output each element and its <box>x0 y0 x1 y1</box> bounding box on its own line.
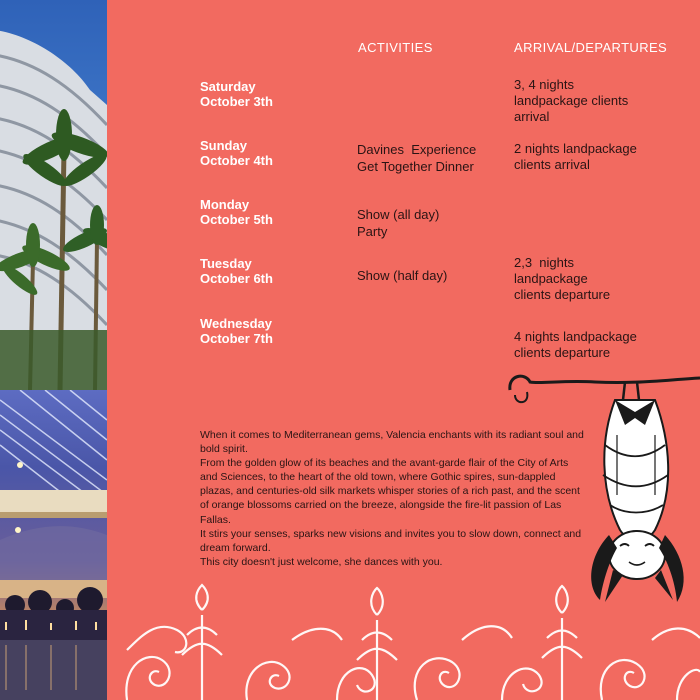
schedule-day <box>200 138 273 168</box>
description-paragraph: From the golden glow of its beaches and the avant-garde flair of the City of Arts and Sciences, to the heart of the old town, where Gothic spires, sun-dappled plazas, and centuries-old silk markets whisper stories of a rich past, and the scent of orange blossoms carried on the breeze, alongside the fire-lit passion of Las Fallas. <box>200 457 580 526</box>
day-name: Saturday <box>200 79 256 94</box>
day-date: October 5th <box>200 212 273 227</box>
arrival-note <box>514 141 674 173</box>
day-name: Wednesday <box>200 316 273 331</box>
day-name: Tuesday <box>200 256 252 271</box>
activity-item: Davines Experience <box>357 142 477 157</box>
description-paragraph: When it comes to Mediterranean gems, Valencia enchants with its radiant soul and bold spirit. <box>200 429 584 456</box>
activity-list <box>357 267 447 284</box>
schedule-day <box>200 197 273 227</box>
description-paragraph: It stirs your senses, sparks new visions and invites you to slow down, connect and dream forward. <box>200 527 582 554</box>
day-date: October 4th <box>200 153 273 168</box>
arrival-line: clients departure <box>514 345 611 360</box>
day-name: Monday <box>200 197 250 212</box>
valencia-photo <box>0 0 107 700</box>
activity-list <box>357 206 439 240</box>
activity-item: Show (all day) <box>357 207 440 222</box>
arrival-line: clients arrival <box>514 157 590 172</box>
hanging-bat-illustration <box>505 370 700 610</box>
ornament-border <box>107 580 700 700</box>
arrival-line: arrival <box>514 109 550 124</box>
day-date: October 3th <box>200 94 273 109</box>
bridge-photo <box>0 390 107 700</box>
day-date: October 6th <box>200 271 273 286</box>
activity-item: Party <box>357 224 388 239</box>
arrival-line: 4 nights landpackage <box>514 329 637 344</box>
activities-header: ACTIVITIES <box>358 40 433 55</box>
arrival-note <box>514 329 674 361</box>
day-name: Sunday <box>200 138 247 153</box>
activity-item: Get Together Dinner <box>357 159 474 174</box>
activity-list <box>357 141 476 175</box>
schedule-day <box>200 316 273 346</box>
arrival-line: landpackage clients <box>514 93 629 108</box>
activity-item: Show (half day) <box>357 268 448 283</box>
arrival-line: 2 nights landpackage <box>514 141 637 156</box>
hotel-building-photo <box>0 0 107 390</box>
arrivals-header: ARRIVAL/DEPARTURES <box>514 40 668 55</box>
arrival-note <box>514 77 674 125</box>
arrival-line: 3, 4 nights <box>514 77 574 92</box>
arrival-note <box>514 255 674 303</box>
arrival-line: 2,3 nights <box>514 255 574 270</box>
arrival-line: landpackage <box>514 271 588 286</box>
schedule-day <box>200 79 273 109</box>
day-date: October 7th <box>200 331 273 346</box>
description-paragraph: This city doesn't just welcome, she dances with you. <box>200 555 443 568</box>
arrival-line: clients departure <box>514 287 611 302</box>
schedule-day <box>200 256 273 286</box>
